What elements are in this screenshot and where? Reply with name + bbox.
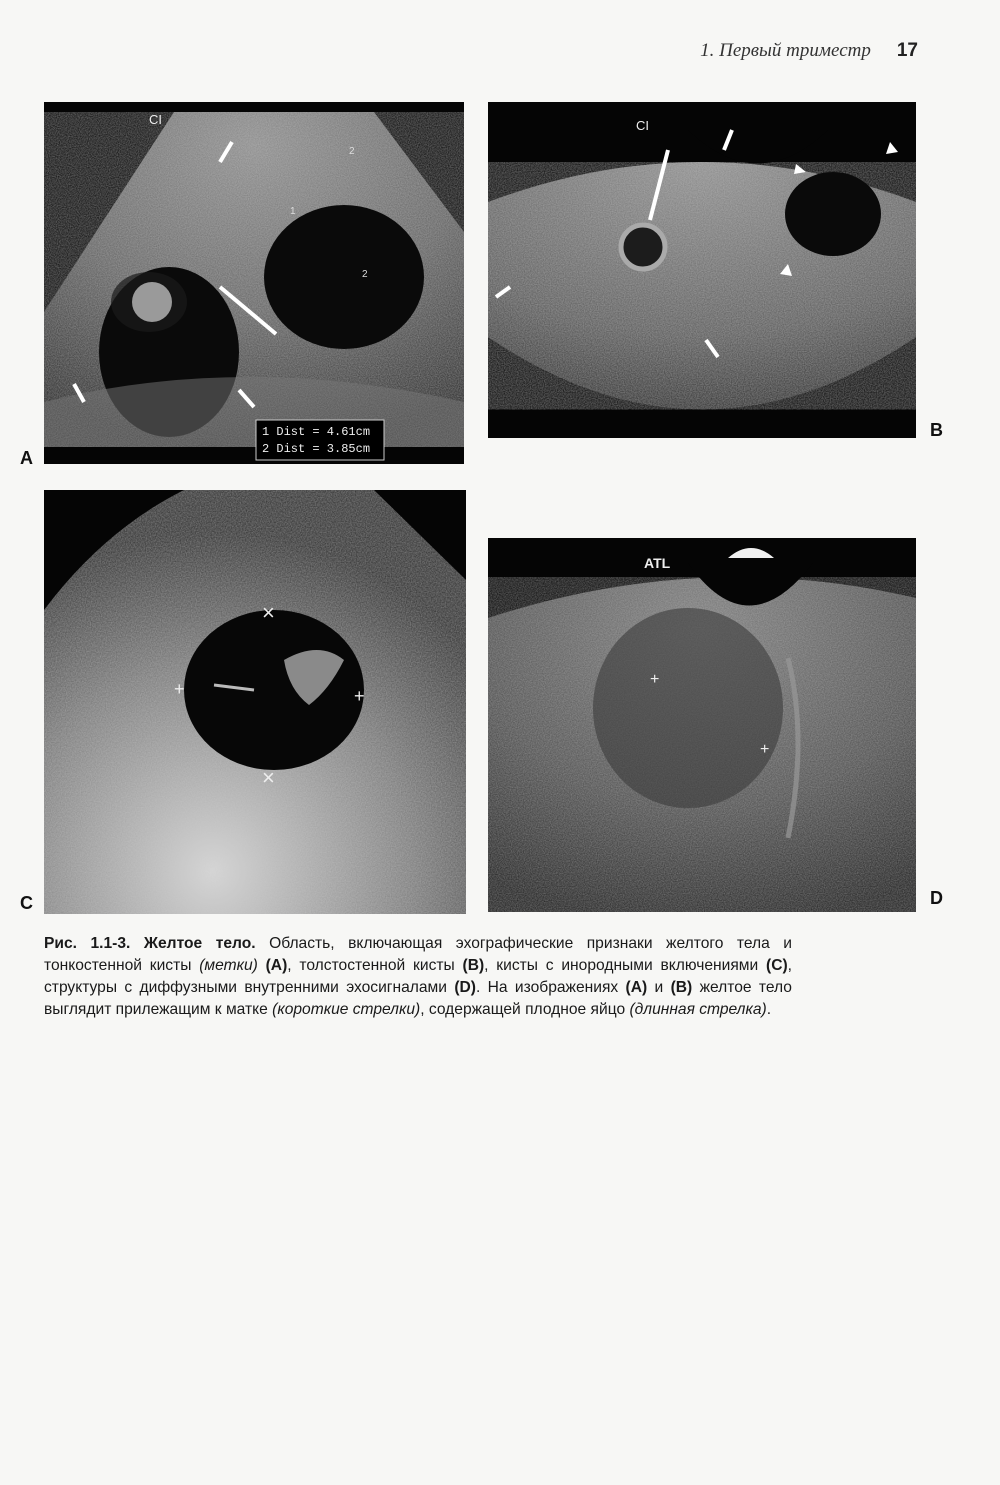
- running-head: 1. Первый триместр: [700, 40, 871, 61]
- figure-label: Рис. 1.1-3.: [44, 935, 131, 952]
- panel-ref: (C): [766, 957, 788, 974]
- measurement-2: 2 Dist = 3.85cm: [262, 442, 371, 456]
- caliper-plus-mark: +: [174, 679, 185, 699]
- caption-emphasis: (короткие стрелки): [272, 1001, 421, 1018]
- measurement-box: [256, 420, 384, 460]
- ultrasound-a-graphic: [44, 102, 464, 464]
- ultrasound-image-c: [44, 490, 466, 914]
- figure-title: Желтое тело.: [143, 935, 256, 952]
- panel-label-d: D: [930, 888, 943, 908]
- caliper-mark-label: 2: [349, 146, 355, 157]
- panel-ref: (D): [454, 979, 476, 996]
- ultrasound-image-a: [44, 102, 464, 464]
- ultrasound-image-d: [488, 538, 916, 912]
- page-number: 17: [896, 40, 918, 61]
- caption-text: .: [766, 1001, 772, 1018]
- caliper-x-mark: ×: [262, 600, 275, 625]
- measurement-1: 1 Dist = 4.61cm: [262, 425, 371, 439]
- panel-ref: (B): [462, 957, 485, 974]
- panel-label-c: C: [20, 893, 33, 913]
- caliper-plus-mark: +: [760, 741, 770, 758]
- caption-emphasis: (метки): [199, 957, 258, 974]
- ultrasound-b-graphic: [488, 102, 916, 438]
- caliper-mark-label: 1: [290, 206, 296, 217]
- caliper-mark-label: 2: [362, 269, 368, 280]
- panel-ref: (B): [670, 979, 693, 996]
- ultrasound-d-graphic: [488, 538, 916, 912]
- panel-ref: (A): [257, 957, 288, 974]
- page-header: [700, 40, 918, 62]
- scanner-logo-a: CI: [149, 112, 162, 127]
- caption-text: , кисты с инородными включениями: [484, 957, 766, 974]
- figure-caption: [44, 933, 792, 1021]
- ultrasound-c-graphic: [44, 490, 466, 914]
- caption-text: и: [647, 979, 671, 996]
- caption-text: , толстостенной кисты: [287, 957, 463, 974]
- caption-text: , структуры с диффузными внутренними эхосигналами: [44, 957, 792, 996]
- caption-text: , содержащей плодное яйцо: [420, 1001, 630, 1018]
- caption-text: желтое тело выглядит прилежащим к матке: [44, 979, 792, 1018]
- caption-text: . На изображениях: [475, 979, 626, 996]
- scanner-logo-b: CI: [636, 118, 649, 133]
- ultrasound-image-b: [488, 102, 916, 438]
- panel-ref: (A): [625, 979, 648, 996]
- caption-text: Область, включающая эхографические признаки желтого тела и тонкостенной кисты: [44, 935, 792, 974]
- caliper-plus-mark: +: [354, 686, 365, 706]
- caliper-plus-mark: +: [650, 671, 660, 688]
- panel-label-b: B: [930, 420, 943, 440]
- caption-emphasis: (длинная стрелка): [629, 1001, 767, 1018]
- panel-label-a: A: [20, 448, 33, 468]
- scanner-logo-d: ATL: [644, 555, 671, 571]
- caliper-x-mark: ×: [262, 765, 275, 790]
